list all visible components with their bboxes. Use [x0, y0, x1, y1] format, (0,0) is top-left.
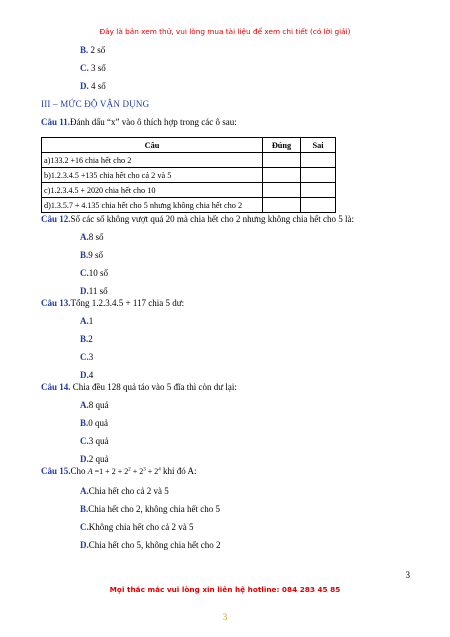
row-a-false-cell[interactable] — [301, 153, 336, 168]
q15-option-a: A.Chia hết cho cả 2 và 5 — [80, 486, 169, 496]
q13-option-b: B.2 — [80, 334, 93, 344]
q12-option-d: D.11 số — [80, 286, 108, 296]
q15-option-d: D.Chia hết cho 5, không chia hết cho 2 — [80, 540, 221, 550]
q14-option-d: D.2 quả — [80, 454, 109, 464]
row-c-false-cell[interactable] — [301, 183, 336, 198]
row-c-true-cell[interactable] — [263, 183, 301, 198]
question-13: Câu 13.Tổng 1.2.3.4.5 + 117 chia 5 dư: — [41, 298, 185, 308]
question-12: Câu 12.Số các số không vượt quá 20 mà chia hết cho 2 nhưng không chia hết cho 5 là: — [41, 214, 354, 224]
page-number: 3 — [405, 570, 410, 580]
question-11: Câu 11.Đánh dấu “x” vào ô thích hợp trong các ô sau: — [41, 117, 237, 127]
question-14: Câu 14. Chia đều 128 quả táo vào 5 đĩa thì còn dư lại: — [41, 382, 237, 392]
q13-option-d: D.4 — [80, 370, 94, 380]
table-row — [42, 168, 336, 183]
row-a-true-cell[interactable] — [263, 153, 301, 168]
table-row — [42, 153, 336, 168]
row-d-false-cell[interactable] — [301, 198, 336, 213]
q14-option-c: C.3 quả — [80, 436, 109, 446]
hotline-banner: Mọi thắc mắc vui lòng xin liên hệ hotline: 084 283 45 85 — [109, 585, 341, 594]
section-title: III – MỨC ĐỘ VẬN DỤNG — [41, 99, 150, 109]
q14-option-b: B.0 quả — [80, 418, 109, 428]
q15-option-b: B.Chia hết cho 2, không chia hết cho 5 — [80, 504, 220, 514]
table-header-row — [42, 138, 336, 153]
q12-option-b: B.9 số — [80, 250, 104, 260]
table-row — [42, 198, 336, 213]
q12-option-a: A.8 số — [80, 232, 104, 242]
row-d-true-cell[interactable] — [263, 198, 301, 213]
col-header-question: Câu — [42, 138, 263, 153]
q13-option-c: C.3 — [80, 352, 94, 362]
row-b-cell: b)1.2.3.4.5 +135 chia hết cho cả 2 và 5 — [42, 168, 263, 183]
formula-a: A — [87, 467, 93, 476]
row-a-cell: a)133.2 +16 chia hết cho 2 — [42, 153, 263, 168]
true-false-table — [41, 137, 336, 213]
prev-option-b: B. 2 số — [80, 45, 106, 55]
row-d-cell: d)1.3.5.7 + 4.135 chia hết cho 5 nhưng không chia hết cho 2 — [42, 198, 263, 213]
table-row — [42, 183, 336, 198]
page-number-center: 3 — [222, 612, 228, 622]
col-header-true: Đúng — [263, 138, 301, 153]
q14-option-a: A.8 quả — [80, 400, 109, 410]
question-15: Câu 15.Cho $A =1 + 2 + 2^2 + 2^3 + 2^4$ khi đó A: — [41, 466, 197, 476]
q15-option-c: C.Không chia hết cho cả 2 và 5 — [80, 522, 194, 532]
col-header-false: Sai — [301, 138, 336, 153]
preview-banner: Đây là bản xem thử, vui lòng mua tài liệu để xem chi tiết (có lời giải) — [99, 27, 351, 36]
q13-option-a: A.1 — [80, 316, 94, 326]
row-b-true-cell[interactable] — [263, 168, 301, 183]
prev-option-c: C. 3 số — [80, 63, 106, 73]
q12-option-c: C.10 số — [80, 268, 109, 278]
prev-option-d: D. 4 số — [80, 81, 106, 91]
row-b-false-cell[interactable] — [301, 168, 336, 183]
row-c-cell: c)1.2.3.4.5 + 2020 chia hết cho 10 — [42, 183, 263, 198]
